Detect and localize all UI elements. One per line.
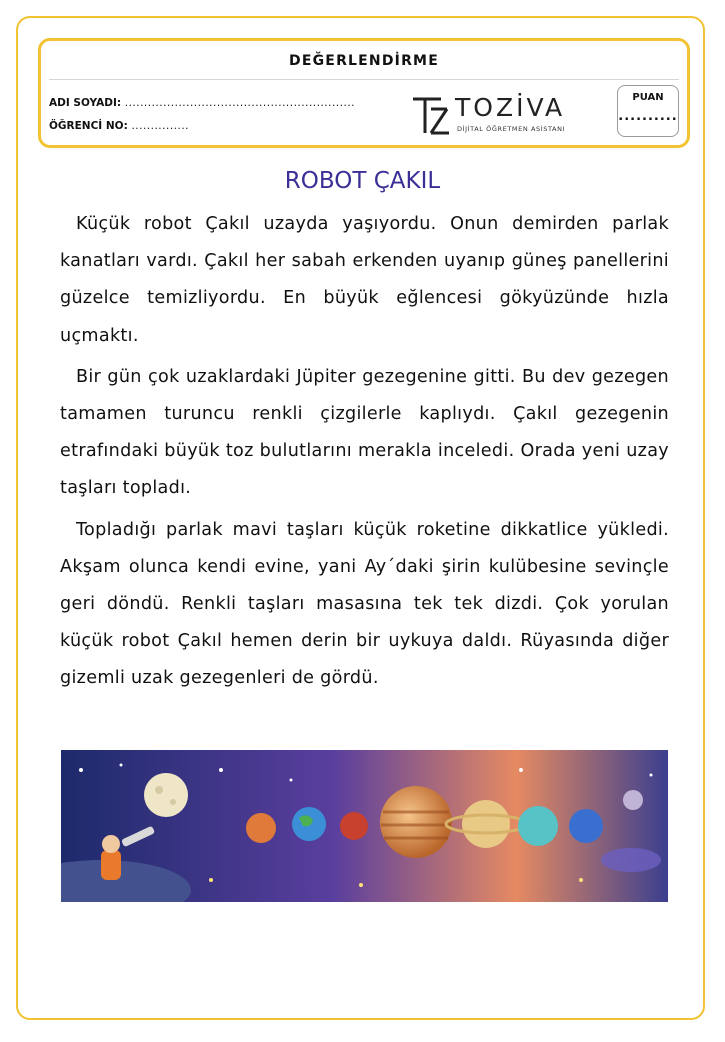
saturn-icon (462, 800, 510, 848)
planet-icon (340, 812, 368, 840)
name-dots: ............................................................ (124, 97, 355, 109)
uranus-icon (518, 806, 558, 846)
toziva-logo (411, 93, 571, 139)
story-text (60, 206, 669, 702)
name-field[interactable] (49, 97, 355, 109)
story-paragraph: Topladığı parlak mavi taşları küçük roketine dikkatlice yükledi. Akşam olunca kendi evine, yani Ay´daki şirin kulübesine sevinçle geri döndü. Renkli taşları masasına tek tek dizdi. Çok yorulan küçük robot Çakıl hemen derin bir uykuya daldı. Rüyasında diğer gizemli uzak gezegenleri de gördü. (60, 519, 669, 689)
space-illustration (61, 750, 668, 902)
toziva-logo-icon (411, 95, 453, 137)
student-no-label: ÖĞRENCİ NO: (49, 120, 128, 132)
logo-word: TOZİVA (455, 93, 566, 122)
mars-icon (246, 813, 276, 843)
student-no-field[interactable] (49, 120, 189, 132)
child-icon (101, 850, 121, 880)
score-label: PUAN (632, 92, 664, 103)
student-no-dots: ............... (131, 120, 190, 132)
jupiter-icon (380, 786, 452, 858)
score-dots: .......... (618, 109, 678, 124)
story-paragraph: Bir gün çok uzaklardaki Jüpiter gezegenine gitti. Bu dev gezegen tamamen turuncu renkli çizgilerle kaplıydı. Çakıl gezegenin etrafındaki büyük toz bulutlarını merakla inceledi. Orada yeni uzay taşları topladı. (60, 366, 669, 499)
logo-subtitle: DİJİTAL ÖĞRETMEN ASİSTANI (457, 125, 566, 133)
space-scene-image (61, 750, 668, 902)
neptune-icon (569, 809, 603, 843)
moon-icon (144, 773, 188, 817)
story-title: ROBOT ÇAKIL (284, 168, 441, 194)
name-label: ADI SOYADI: (49, 97, 122, 109)
story-paragraph: Küçük robot Çakıl uzayda yaşıyordu. Onun demirden parlak kanatları vardı. Çakıl her sabah erkenden uyanıp güneş panellerini güzelce temizliyordu. En büyük eğlencesi gökyüzünde hızla uçmaktı. (60, 214, 669, 346)
evaluation-header (38, 38, 690, 148)
evaluation-title: DEĞERLENDİRME (289, 53, 439, 69)
score-box (617, 85, 679, 137)
header-divider (49, 79, 679, 80)
